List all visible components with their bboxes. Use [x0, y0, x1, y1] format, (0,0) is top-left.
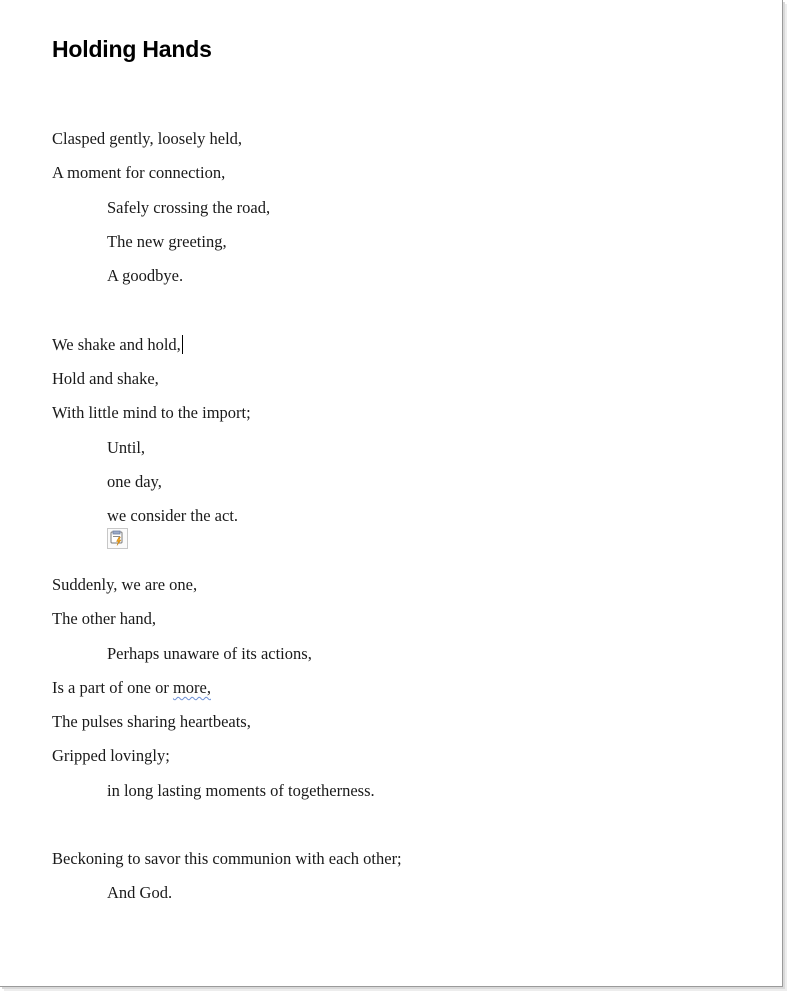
- poem-line[interactable]: Beckoning to savor this communion with each other;: [52, 849, 402, 868]
- poem-line[interactable]: Safely crossing the road,: [107, 198, 271, 217]
- paste-options-button[interactable]: [107, 528, 128, 549]
- poem-line[interactable]: [52, 675, 211, 701]
- poem-line[interactable]: Suddenly, we are one,: [52, 575, 198, 594]
- poem-line[interactable]: The pulses sharing heartbeats,: [52, 712, 251, 731]
- poem-line[interactable]: A moment for connection,: [52, 163, 226, 182]
- poem-line-text[interactable]: Is a part of one or: [52, 678, 169, 697]
- poem-line[interactable]: The other hand,: [52, 609, 157, 628]
- poem-line[interactable]: Until,: [107, 438, 146, 457]
- poem-line[interactable]: Clasped gently, loosely held,: [52, 129, 243, 148]
- poem-line[interactable]: [52, 332, 183, 358]
- poem-line[interactable]: The new greeting,: [107, 232, 227, 251]
- poem-line[interactable]: one day,: [107, 472, 162, 491]
- poem-line[interactable]: A goodbye.: [107, 266, 184, 285]
- poem-line[interactable]: Gripped lovingly;: [52, 746, 170, 765]
- poem-line[interactable]: Hold and shake,: [52, 369, 159, 388]
- text-cursor: [182, 335, 183, 354]
- spelling-flagged-word[interactable]: more,: [172, 678, 211, 697]
- poem-line[interactable]: we consider the act.: [107, 506, 239, 525]
- poem-line[interactable]: With little mind to the import;: [52, 403, 251, 422]
- poem-line[interactable]: Perhaps unaware of its actions,: [107, 644, 312, 663]
- poem-line[interactable]: And God.: [107, 883, 173, 902]
- poem-line[interactable]: in long lasting moments of togetherness.: [107, 781, 375, 800]
- poem-line-text[interactable]: We shake and hold,: [52, 335, 181, 354]
- document-title[interactable]: Holding Hands: [52, 36, 212, 62]
- paste-options-icon: [108, 529, 127, 548]
